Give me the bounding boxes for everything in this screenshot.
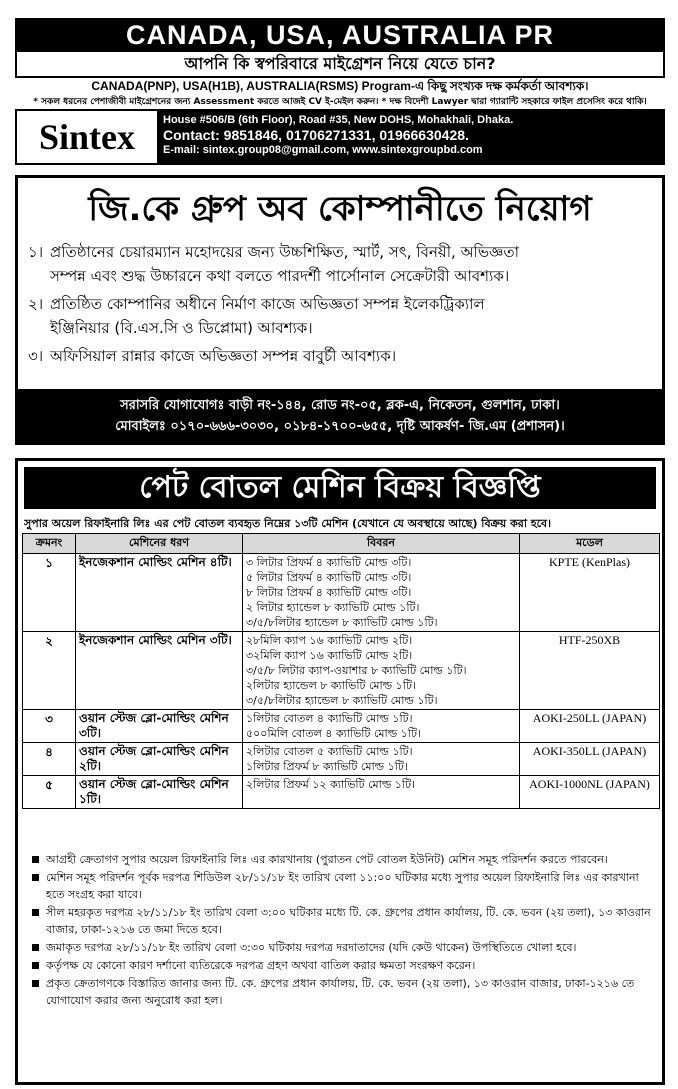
machine-sale-intro: সুপার অয়েল রিফাইনারি লিঃ এর পেট বোতল ব্যবহৃত নিম্নের ১৩টি মেশিন (যেখানে যে অবস্থায়ে আছে) বিক্রয় করা হবে।: [24, 517, 552, 530]
cell-description: [243, 632, 520, 710]
description-line: ২লিটার বোতল ৫ ক্যাভিটি মোল্ড ১টি।: [246, 745, 413, 758]
note-item: মেশিন সমূহ পরিদর্শন পূর্বক দরপত্র শিডিউল ২৮/১১/১৮ ইং তারিখ বেলা ১১:০০ ঘটিকার মধ্যে সুপার অয়েল রিফাইনারি লিঃ এর কারখানা হতে সংগ্রহ করা যাবে।: [30, 869, 652, 903]
table-row: [23, 743, 660, 776]
machine-sale-notes: [30, 851, 652, 1010]
machine-sale-title: পেট বোতল মেশিন বিক্রয় বিজ্ঞপ্তি: [24, 467, 656, 509]
sintex-ad-notes: * সকল ধরনের পেশাজীবী মাইগ্রেশনের জন্য Assessment করতে আজই CV ই-মেইল করুন। * দক্ষ বিদেশী Lawyer দ্বারা গ্যারান্টি সহকারে ফাইল প্রসেসিং করে থাকি।: [33, 97, 647, 107]
recruitment-item: [28, 292, 652, 340]
description-line: ৩/৫/৮লিটার হ্যান্ডেল ৮ ক্যাভিটি মোল্ড ১টি।: [246, 616, 438, 629]
sintex-email: E-mail: sintex.group08@gmail.com, www.sintexgroupbd.com: [163, 144, 483, 156]
header-type: মেশিনের ধরণ: [76, 534, 243, 554]
machine-sale-ad: [15, 458, 665, 1085]
sintex-ad-question: আপনি কি স্বপরিবারে মাইগ্রেশন নিয়ে যেতে চান?: [15, 52, 665, 78]
recruitment-mobile: মোবাইলঃ ০১৭০-৬৬৬-৩০৩০, ০১৮৪-১৭০০-৬৫৫, দৃষ্টি আকর্ষণ- জি.এম (প্রশাসন)।: [115, 419, 565, 434]
recruitment-item: [28, 240, 652, 288]
item-number: ১।: [28, 243, 44, 261]
description-line: ১লিটার বোতল ৪ ক্যাভিটি মোল্ড ১টি।: [246, 712, 413, 725]
sintex-ad-title: CANADA, USA, AUSTRALIA PR: [15, 18, 665, 52]
cell-description: [243, 554, 520, 632]
description-line: ৫০০মিলি বোতল ৪ ক্যাভিটি মোল্ড ১টি।: [246, 727, 421, 740]
cell-description: [243, 710, 520, 743]
item-text: প্রতিষ্ঠানের চেয়ারম্যান মহোদয়ের জন্য উচ্চশিক্ষিত, স্মার্ট, সৎ, বিনয়ী, অভিজ্ঞতা: [50, 243, 519, 261]
header-description: বিবরন: [243, 534, 520, 554]
description-line: ১লিটার প্রিফর্ম ৮ ক্যাভিটি মোল্ড ১টি।: [246, 760, 408, 773]
sintex-ad-programs: CANADA(PNP), USA(H1B), AUSTRALIA(RSMS) Program-এ কিছু সংখ্যক দক্ষ কর্মকর্তা আবশ্যক।: [91, 79, 589, 93]
sintex-contact-block: [157, 111, 663, 163]
sintex-phone: Contact: 9851846, 01706271331, 01966630428.: [163, 128, 469, 143]
sintex-address: House #506/B (6th Floor), Road #35, New DOHS, Mohakhali, Dhaka.: [163, 114, 514, 126]
cell-type: ইনজেকশান মোল্ডিং মেশিন ৪টি।: [76, 554, 243, 632]
cell-description: [243, 743, 520, 776]
cell-serial: ১: [23, 554, 76, 632]
cell-model: AOKI-1000NL (JAPAN): [520, 776, 660, 809]
note-item: আগ্রহী ক্রেতাগণ সুপার অয়েল রিফাইনারি লিঃ এর কারখানায় (পুরাতন পেট বোতল ইউনিট) মেশিন সমূহ পরিদর্শন করতে পারবেন।: [30, 851, 652, 868]
cell-model: AOKI-250LL (JAPAN): [520, 710, 660, 743]
cell-model: HTF-250XB: [520, 632, 660, 710]
cell-serial: ২: [23, 632, 76, 710]
description-line: ২লিটার হ্যান্ডেল ৮ ক্যাভিটি মোল্ড ১টি।: [246, 679, 416, 692]
recruitment-ad: [15, 175, 665, 445]
sintex-ad: [15, 18, 665, 163]
cell-serial: ৫: [23, 776, 76, 809]
item-text-cont: ইঞ্জিনিয়ার (বি.এস.সি ও ডিপ্লোমা) আবশ্যক।: [50, 319, 313, 337]
item-text: প্রতিষ্ঠিত কোম্পানির অধীনে নির্মাণ কাজে অভিজ্ঞতা সম্পন্ন ইলেকট্রিক্যাল: [50, 295, 485, 313]
item-text: অফিসিয়াল রান্নার কাজে অভিজ্ঞতা সম্পন্ন বাবুর্চী আবশ্যক।: [50, 347, 397, 365]
note-item: জমাকৃত দরপত্র ২৮/১১/১৮ ইং তারিখ বেলা ৩:৩০ ঘটিকায় দরপত্র দরদাতাদের (যদি কেউ থাকেন) উপস্থিতিতে খোলা হবে।: [30, 939, 652, 956]
cell-model: KPTE (KenPlas): [520, 554, 660, 632]
cell-serial: ৩: [23, 710, 76, 743]
item-text-cont: সম্পন্ন এবং শুদ্ধ উচ্চারনে কথা বলতে পারদর্শী পার্সোনাল সেক্রেটারী আবশ্যক।: [50, 267, 510, 285]
recruitment-item: [28, 344, 652, 368]
note-item: সীল মহরকৃত দরপত্র ২৮/১১/১৮ ইং তারিখ বেলা ৩:০০ ঘটিকার মধ্যে টি. কে. গ্রুপের প্রধান কার্যালয়, টি. কে. ভবন (২য় তলা), ১৩ কাওরান বাজার, ঢাকা-১২১৬ তে জমা দিতে হবে।: [30, 904, 652, 938]
table-header-row: [23, 534, 660, 554]
cell-type: ইনজেকশান মোল্ডিং মেশিন ৩টি।: [76, 632, 243, 710]
item-number: ২।: [28, 295, 44, 313]
description-line: ৩ লিটার প্রিফর্ম ৪ ক্যাভিটি মোল্ড ৩টি।: [246, 556, 412, 569]
sintex-logo: Sintex: [38, 117, 135, 157]
recruitment-list: [18, 240, 662, 368]
recruitment-address: সরাসরি যোগাযোগঃ বাড়ী নং-১৪৪, রোড নং-০৫, ব্লক-এ, নিকেতন, গুলশান, ঢাকা।: [120, 398, 560, 413]
header-model: মডেল: [520, 534, 660, 554]
table-row: [23, 710, 660, 743]
description-line: ২লিটার প্রিফর্ম ১২ ক্যাভিটি মোল্ড ১টি।: [246, 778, 415, 791]
table-row: [23, 554, 660, 632]
item-number: ৩।: [28, 347, 44, 365]
cell-model: AOKI-350LL (JAPAN): [520, 743, 660, 776]
recruitment-ad-title: জি.কে গ্রুপ অব কোম্পানীতে নিয়োগ: [88, 189, 592, 229]
note-item: কর্তৃপক্ষ যে কোনো কারণ দর্শানো ব্যতিরেকে দরপত্র গ্রহণ অথবা বাতিল করার ক্ষমতা সংরক্ষণ করেন।: [30, 957, 652, 974]
description-line: ৩২মিলি ক্যাপ ১৬ ক্যাভিটি মোল্ড ২টি।: [246, 649, 413, 662]
header-serial: ক্রমনং: [23, 534, 76, 554]
recruitment-contact: [18, 389, 662, 442]
description-line: ২ লিটার হ্যান্ডেল ৮ ক্যাভিটি মোল্ড ১টি।: [246, 601, 420, 614]
machine-table: [22, 533, 660, 809]
table-row: [23, 776, 660, 809]
cell-serial: ৪: [23, 743, 76, 776]
description-line: ৫ লিটার প্রিফর্ম ৪ ক্যাভিটি মোল্ড ৩টি।: [246, 571, 412, 584]
description-line: ৩/৫/৮ লিটার ক্যাপ-ওয়াশার ৮ ক্যাভিটি মোল্ড ১টি।: [246, 664, 467, 677]
cell-type: ওয়ান স্টেজ ব্লো-মোল্ডিং মেশিন ১টি।: [76, 776, 243, 809]
note-item: প্রকৃত ক্রেতাগণকে বিস্তারিত জানার জন্য টি. কে. গ্রুপের প্রধান কার্যালয়, টি. কে. ভবন (২য় তলা), ১৩ কাওরান বাজার, ঢাকা-১২১৬ তে যোগাযোগ করার জন্য অনুরোধ করা হল।: [30, 975, 652, 1009]
description-line: ৮ লিটার প্রিফর্ম ৪ ক্যাভিটি মোল্ড ৩টি।: [246, 586, 412, 599]
description-line: ২৮মিলি ক্যাপ ১৬ ক্যাভিটি মোল্ড ২টি।: [246, 634, 413, 647]
sintex-ad-footer: [15, 109, 665, 165]
description-line: ৩/৫/৮লিটার হ্যান্ডেল ৮ ক্যাভিটি মোল্ড ১টি।: [246, 694, 438, 707]
cell-description: [243, 776, 520, 809]
table-row: [23, 632, 660, 710]
cell-type: ওয়ান স্টেজ ব্লো-মোল্ডিং মেশিন ৩টি।: [76, 710, 243, 743]
cell-type: ওয়ান স্টেজ ব্লো-মোল্ডিং মেশিন ২টি।: [76, 743, 243, 776]
